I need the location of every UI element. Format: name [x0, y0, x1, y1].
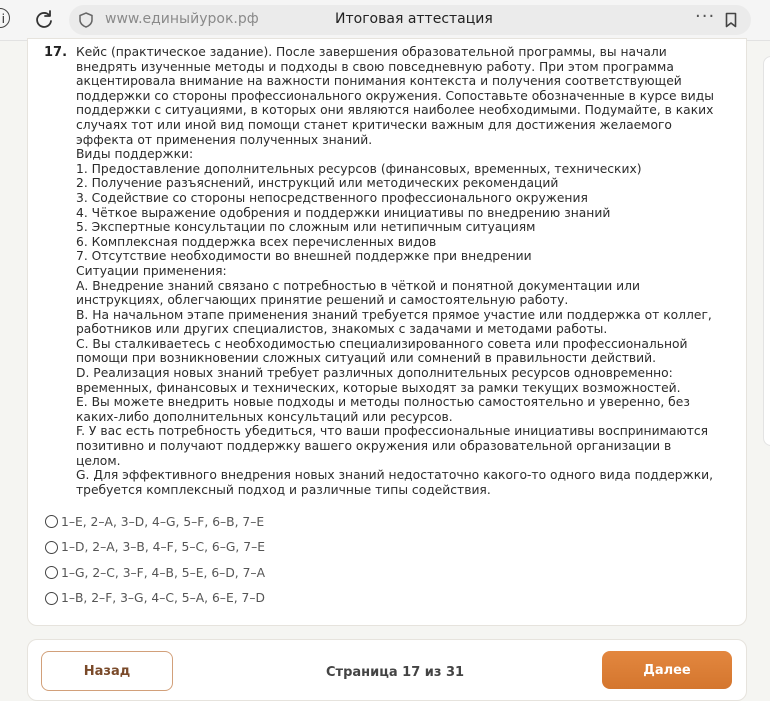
answer-option-label: 1–D, 2–A, 3–B, 4–F, 5–C, 6–G, 7–E [61, 540, 265, 555]
question-text-line: помощи при возникновении сложных ситуаций или сомнений в правильности действий. [76, 351, 657, 366]
question-text-line: работников или других специалистов, знакомых с задачами и методами работы. [76, 322, 608, 337]
question-text-line: А. Внедрение знаний связано с потребностью в чёткой и понятной документации или [76, 278, 640, 293]
answer-options [45, 509, 265, 611]
pagination-footer [27, 639, 747, 701]
answer-option[interactable] [45, 560, 265, 586]
question-text-line: 6. Комплексная поддержка всех перечисленных видов [76, 234, 437, 249]
question-number: 17. [44, 45, 68, 60]
question-text-line: позитивно и получают поддержку вашего окружения или образовательной организации в [76, 439, 672, 454]
side-panel-edge [763, 56, 770, 446]
back-button[interactable]: Назад [41, 651, 173, 691]
question-text-line: B. На начальном этапе применения знаний требуется прямое участие или поддержка от коллег, [76, 307, 712, 322]
question-text-line: требуется комплексный подход и различные типы содействия. [76, 482, 491, 497]
radio-button[interactable] [45, 566, 58, 579]
question-text-line: целом. [76, 453, 121, 468]
question-text-line: акцентировала внимание на важности понимания контекста и получения соответствующей [76, 74, 682, 89]
question-text-line: D. Реализация новых знаний требует различных дополнительных ресурсов одновременно: [76, 366, 673, 381]
page-title: Итоговая аттестация [335, 11, 493, 27]
browser-toolbar [0, 0, 770, 41]
url-text[interactable]: www.единыйурок.рф [105, 11, 259, 27]
question-text-line: Виды поддержки: [76, 147, 194, 162]
shield-icon [79, 12, 93, 28]
question-text-line: F. У вас есть потребность убедиться, что ваши профессиональные инициативы воспринимаются [76, 424, 709, 439]
question-text-line: Кейс (практическое задание). После завершения образовательной программы, вы начали [76, 45, 667, 59]
radio-button[interactable] [45, 592, 58, 605]
question-text-line: G. Для эффективного внедрения новых знаний недостаточно какого-то одного вида поддержки, [76, 468, 714, 483]
more-menu-icon[interactable]: ··· [695, 6, 716, 27]
answer-option-label: 1–B, 2–F, 3–G, 4–C, 5–A, 6–E, 7–D [61, 591, 265, 606]
question-text-line: E. Вы можете внедрить новые подходы и методы полностью самостоятельно и уверенно, без [76, 395, 690, 410]
question-text-line: 7. Отсутствие необходимости во внешней поддержке при внедрении [76, 249, 532, 264]
question-text-line: 1. Предоставление дополнительных ресурсов (финансовых, временных, технических) [76, 161, 642, 176]
question-text-line: поддержки с ситуациями, в которых они являются наиболее необходимыми. Подумайте, в каких [76, 103, 714, 118]
answer-option[interactable] [45, 509, 265, 535]
question-text-line: Ситуации применения: [76, 263, 227, 278]
page-indicator: Страница 17 из 31 [326, 665, 465, 680]
site-info-glyph: i [1, 12, 5, 26]
question-text-line: 3. Содействие со стороны непосредственного профессионального окружения [76, 190, 588, 205]
bookmark-icon[interactable] [725, 12, 737, 28]
question-text-line: поддержки со стороны профессионального окружения. Сопоставьте обозначенные в курсе виды [76, 88, 714, 103]
answer-option-label: 1–G, 2–C, 3–F, 4–B, 5–E, 6–D, 7–A [61, 565, 265, 580]
question-text-line: 5. Экспертные консультации по сложным или нетипичным ситуациям [76, 220, 536, 235]
next-button[interactable]: Далее [602, 651, 732, 689]
answer-option[interactable] [45, 535, 265, 561]
address-bar[interactable] [69, 5, 751, 35]
site-info-icon[interactable] [0, 8, 10, 28]
question-text-line: 2. Получение разъяснений, инструкций или методических рекомендаций [76, 176, 559, 191]
question-text-line: 4. Чёткое выражение одобрения и поддержки инициативы по внедрению знаний [76, 205, 611, 220]
radio-button[interactable] [45, 515, 58, 528]
reload-icon[interactable] [33, 8, 55, 30]
question-text-line: C. Вы сталкиваетесь с необходимостью специализированного совета или профессиональной [76, 336, 688, 351]
question-text-line: эффекта от применения полученных знаний. [76, 132, 373, 147]
answer-option-label: 1–E, 2–A, 3–D, 4–G, 5–F, 6–B, 7–E [61, 514, 265, 529]
answer-option[interactable] [45, 586, 265, 612]
radio-button[interactable] [45, 541, 58, 554]
question-card [27, 38, 747, 626]
question-text-line: внедрять изученные методы и подходы в свою повседневную работу. При этом программа [76, 59, 674, 74]
question-text-line: случаях тот или иной вид помощи станет критически важным для достижения желаемого [76, 117, 672, 132]
question-text-line: временных, финансовых и технических, которые выходят за рамки текущих возможностей. [76, 380, 681, 395]
question-text [76, 45, 740, 497]
question-text-line: каких-либо дополнительных консультаций или ресурсов. [76, 409, 453, 424]
question-text-line: инструкциях, облегчающих принятие решений и самостоятельную работу. [76, 293, 569, 308]
